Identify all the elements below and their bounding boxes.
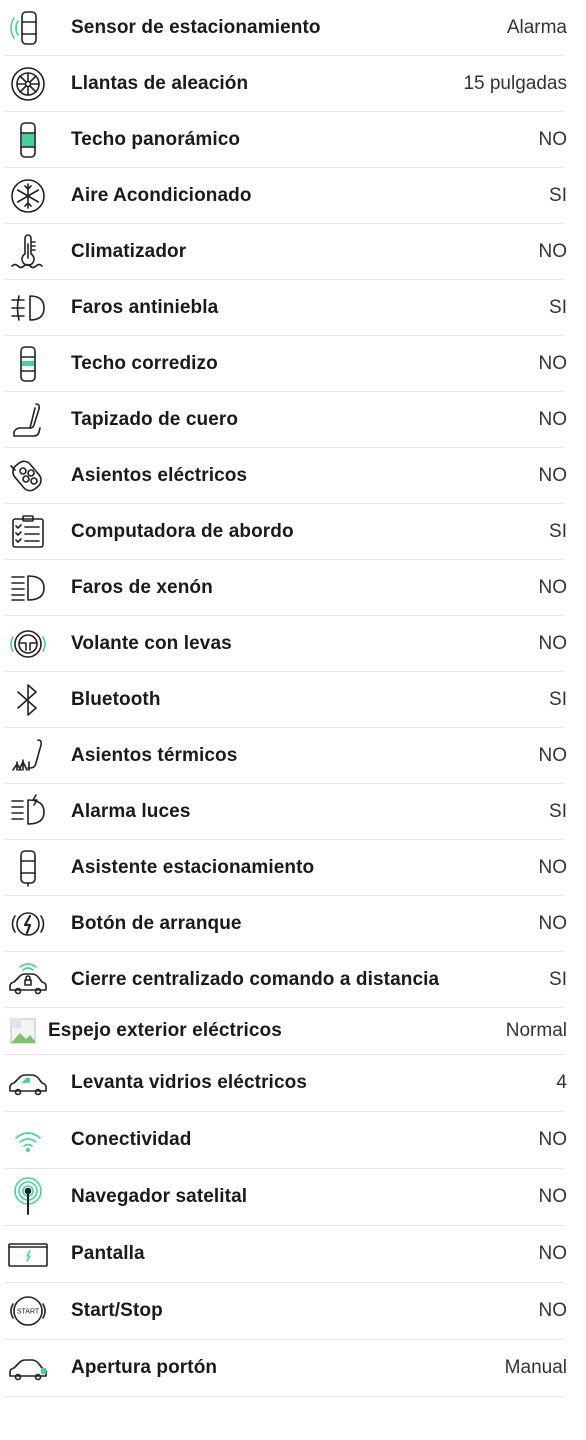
list-item (4, 616, 567, 672)
feature-value: 4 (556, 1072, 567, 1093)
heated-seat-icon (4, 736, 52, 776)
feature-label: Llantas de aleación (71, 72, 249, 94)
feature-label: Cierre centralizado comando a distancia (71, 968, 440, 990)
feature-label: Navegador satelital (71, 1186, 248, 1207)
seat-icon (4, 400, 52, 440)
feature-label: Volante con levas (71, 632, 232, 654)
list-item (4, 280, 567, 336)
feature-label: Faros de xenón (71, 576, 213, 598)
feature-label: Pantalla (71, 1243, 145, 1264)
list-item (4, 672, 567, 728)
feature-value: SI (549, 520, 567, 542)
list-item (4, 728, 567, 784)
snowflake-icon (4, 176, 52, 216)
alloy-wheel-icon (4, 64, 52, 104)
feature-value: NO (538, 408, 567, 430)
feature-value: NO (538, 1186, 567, 1207)
feature-value: NO (538, 240, 567, 262)
seat-controls-icon (4, 456, 52, 496)
feature-label: Techo corredizo (71, 352, 218, 374)
list-item (4, 336, 567, 392)
feature-value: SI (549, 800, 567, 822)
feature-value: NO (538, 912, 567, 934)
list-item (4, 448, 567, 504)
feature-label: Computadora de abordo (71, 520, 294, 542)
feature-label: Faros antiniebla (71, 296, 219, 318)
feature-value: SI (549, 688, 567, 710)
feature-value: NO (538, 352, 567, 374)
list-item (4, 1055, 567, 1112)
list-item (4, 56, 567, 112)
feature-value: SI (549, 968, 567, 990)
power-window-icon (4, 1063, 52, 1103)
feature-value: NO (538, 744, 567, 766)
broken-image-icon (10, 1018, 36, 1044)
list-item (4, 112, 567, 168)
list-item (4, 1283, 567, 1340)
feature-value: SI (549, 184, 567, 206)
feature-label: Asientos térmicos (71, 744, 238, 766)
list-item (4, 0, 567, 56)
list-item (4, 560, 567, 616)
list-item (4, 1008, 567, 1055)
list-item (4, 1340, 567, 1397)
feature-value: NO (538, 1300, 567, 1321)
feature-value: NO (538, 128, 567, 150)
panoramic-roof-icon (4, 120, 52, 160)
start-label: START (16, 1308, 40, 1316)
xenon-light-icon (4, 568, 52, 608)
feature-label: Levanta vidrios eléctricos (71, 1072, 307, 1093)
feature-label: Asistente estacionamiento (71, 856, 315, 878)
list-item (4, 1226, 567, 1283)
list-item (4, 392, 567, 448)
list-item (4, 168, 567, 224)
light-alarm-icon (4, 792, 52, 832)
parking-sensor-icon (4, 8, 52, 48)
feature-label: Apertura portón (71, 1357, 218, 1378)
bluetooth-icon (4, 680, 52, 720)
screen-icon (4, 1234, 52, 1274)
list-item (4, 504, 567, 560)
feature-label: Tapizado de cuero (71, 408, 239, 430)
feature-label: Sensor de estacionamiento (71, 16, 321, 38)
feature-value: NO (538, 1129, 567, 1150)
feature-label: Start/Stop (71, 1300, 163, 1321)
feature-label: Botón de arranque (71, 912, 242, 934)
feature-value: Normal (505, 1020, 567, 1041)
feature-value: 15 pulgadas (463, 72, 567, 94)
feature-value: SI (549, 296, 567, 318)
features-list (4, 0, 567, 1397)
checklist-icon (4, 512, 52, 552)
parking-assist-icon (4, 848, 52, 888)
feature-label: Aire Acondicionado (71, 184, 252, 206)
feature-label: Conectividad (71, 1129, 192, 1150)
list-item (4, 896, 567, 952)
list-item (4, 784, 567, 840)
fog-light-icon (4, 288, 52, 328)
start-stop-icon (4, 1291, 52, 1331)
tailgate-icon (4, 1348, 52, 1388)
feature-label: Asientos eléctricos (71, 464, 248, 486)
list-item (4, 1169, 567, 1226)
feature-value: NO (538, 464, 567, 486)
feature-label: Bluetooth (71, 688, 161, 710)
wifi-icon (4, 1120, 52, 1160)
feature-value: NO (538, 632, 567, 654)
list-item (4, 952, 567, 1008)
feature-value: NO (538, 576, 567, 598)
feature-label: Alarma luces (71, 800, 191, 822)
sunroof-icon (4, 344, 52, 384)
steering-wheel-icon (4, 624, 52, 664)
feature-label: Techo panorámico (71, 128, 241, 150)
list-item (4, 224, 567, 280)
feature-value: Manual (504, 1357, 567, 1378)
feature-label: Climatizador (71, 240, 187, 262)
list-item (4, 1112, 567, 1169)
list-item (4, 840, 567, 896)
feature-label: Espejo exterior eléctricos (48, 1020, 282, 1041)
feature-value: NO (538, 856, 567, 878)
gps-antenna-icon (4, 1177, 52, 1217)
remote-lock-icon (4, 960, 52, 1000)
feature-value: NO (538, 1243, 567, 1264)
thermometer-icon (4, 232, 52, 272)
feature-value: Alarma (506, 16, 567, 38)
start-button-icon (4, 904, 52, 944)
